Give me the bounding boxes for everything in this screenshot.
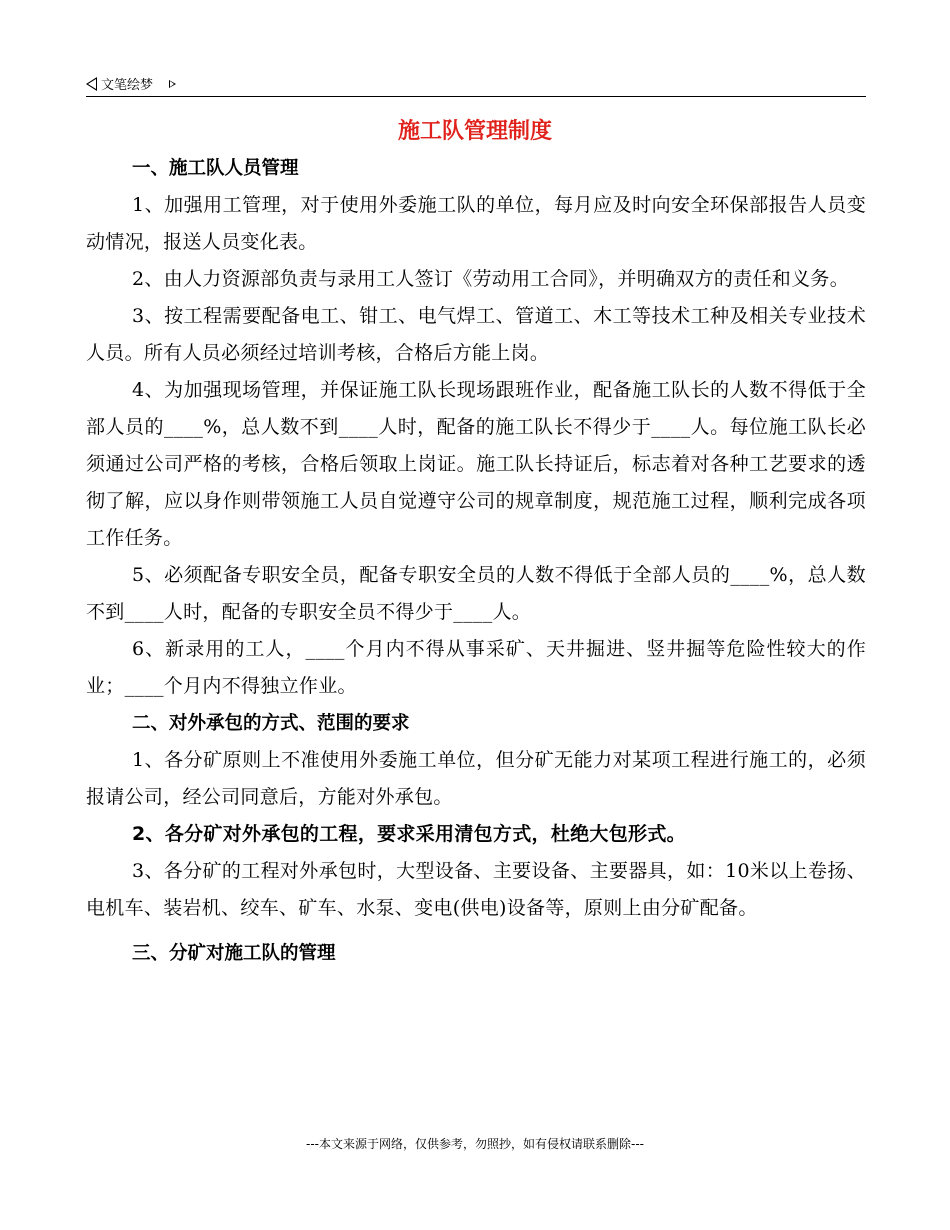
spacer <box>86 927 866 935</box>
brand-text: 文笔绘梦 <box>101 78 154 93</box>
paragraph: 5、必须配备专职安全员，配备专职安全员的人数不得低于全部人员的____%，总人数不到____人时，配备的专职安全员不得少于____人。 <box>86 564 866 623</box>
paragraph: 3、各分矿的工程对外承包时，大型设备、主要设备、主要器具，如：10米以上卷扬、电机车、装岩机、绞车、矿车、水泵、变电(供电)设备等，原则上由分矿配备。 <box>86 860 866 919</box>
paragraph-bold: 2、各分矿对外承包的工程，要求采用清包方式，杜绝大包形式。 <box>132 823 686 845</box>
triangle-left-icon <box>86 77 97 91</box>
footer-disclaimer: ---本文来源于网络，仅供参考，勿照抄，如有侵权请联系删除--- <box>306 1137 644 1151</box>
section-heading-1: 一、施工队人员管理 <box>132 158 299 179</box>
paragraph: 1、各分矿原则上不准使用外委施工单位，但分矿无能力对某项工程进行施工的，必须报请公司，经公司同意后，方能对外承包。 <box>86 749 866 808</box>
paragraph: 6、新录用的工人，____个月内不得从事采矿、天井掘进、竖井掘等危险性较大的作业；____个月内不得独立作业。 <box>86 638 866 697</box>
section-heading-3: 三、分矿对施工队的管理 <box>132 943 336 964</box>
paragraph: 4、为加强现场管理，并保证施工队长现场跟班作业，配备施工队长的人数不得低于全部人员的____%，总人数不到____人时，配备的施工队长不得少于____人。每位施工队长必须通过公司严格的考核，合格后领取上岗证。施工队长持证后，标志着对各种工艺要求的透彻了解，应以身作则带领施工人员自觉遵守公司的规章制度，规范施工过程，顺利完成各项工作任务。 <box>86 379 866 549</box>
paragraph: 1、加强用工管理，对于使用外委施工队的单位，每月应及时向安全环保部报告人员变动情况，报送人员变化表。 <box>86 194 866 253</box>
document-title: 施工队管理制度 <box>397 119 552 144</box>
page-header <box>86 72 866 97</box>
paragraph: 2、由人力资源部负责与录用工人签订《劳动用工合同》，并明确双方的责任和义务。 <box>132 268 849 290</box>
header-brand <box>86 74 176 93</box>
triangle-right-icon <box>169 80 176 88</box>
section-heading-2: 二、对外承包的方式、范围的要求 <box>132 713 410 734</box>
paragraph: 3、按工程需要配备电工、钳工、电气焊工、管道工、木工等技术工种及相关专业技术人员。所有人员必须经过培训考核，合格后方能上岗。 <box>86 305 866 364</box>
document-body <box>86 150 866 972</box>
